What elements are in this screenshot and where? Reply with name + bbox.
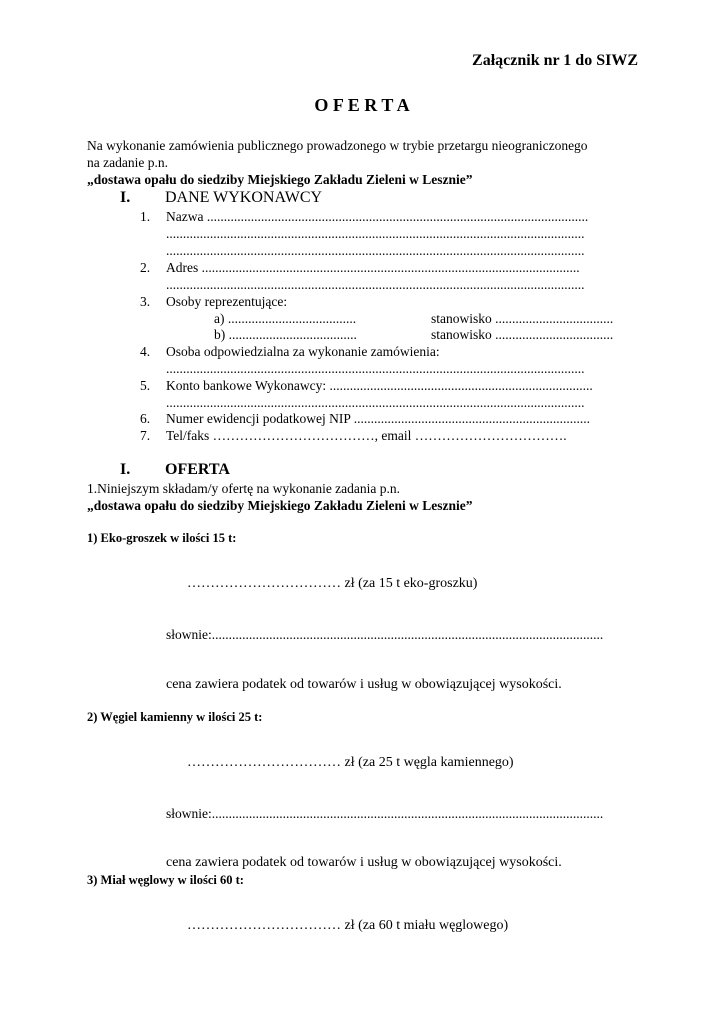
item-number: 7.	[140, 428, 151, 443]
offer-item-1-price: …………………………… zł (za 15 t eko-groszku)	[187, 576, 478, 591]
rep-a-name: a) ......................................	[214, 311, 357, 326]
list-item	[140, 243, 585, 259]
rep-b-position: stanowisko ...................................	[431, 327, 614, 342]
list-item	[140, 260, 580, 276]
intro-line-1: Na wykonanie zamówienia publicznego prowadzonego w trybie przetargu nieograniczonego	[87, 138, 588, 153]
page-title: O F E R T A	[314, 95, 410, 115]
offer-item-1-title: 1) Eko-groszek w ilości 15 t:	[87, 531, 237, 545]
list-item	[140, 428, 567, 444]
annex-label: Załącznik nr 1 do SIWZ	[472, 52, 638, 69]
list-item	[140, 277, 585, 293]
offer-item-2-words: słownie:....................................................................................................................	[166, 806, 604, 821]
offer-item-3-price: …………………………… zł (za 60 t miału węglowego)	[187, 918, 509, 933]
item-text: ............................................................................................................................	[166, 395, 585, 410]
item-number: 2.	[140, 260, 151, 275]
section-2-heading: OFERTA	[165, 461, 230, 478]
intro-line-2: na zadanie p.n.	[87, 155, 168, 170]
list-item	[140, 361, 585, 377]
item-text: ............................................................................................................................	[166, 243, 585, 258]
item-text: Nazwa .................................................................................................................	[166, 209, 589, 224]
offer-item-3-title: 3) Miał węglowy w ilości 60 t:	[87, 873, 244, 887]
item-text: ............................................................................................................................	[166, 361, 585, 376]
rep-a-position: stanowisko ...................................	[431, 311, 614, 326]
item-number: 3.	[140, 294, 151, 309]
item-text: Adres ................................................................................................................	[166, 260, 580, 275]
list-item	[140, 344, 440, 360]
offer-item-2-title: 2) Węgiel kamienny w ilości 25 t:	[87, 710, 263, 724]
list-item	[140, 226, 585, 242]
item-text: Tel/faks ………………………………, email …………………………….	[166, 428, 567, 443]
item-number: 5.	[140, 378, 151, 393]
item-number: 1.	[140, 209, 151, 224]
list-item	[140, 395, 585, 411]
item-text: ............................................................................................................................	[166, 226, 585, 241]
item-text: Osoba odpowiedzialna za wykonanie zamówienia:	[166, 344, 440, 359]
item-number: 4.	[140, 344, 151, 359]
intro-task: „dostawa opału do siedziby Miejskiego Zakładu Zieleni w Lesznie”	[87, 172, 473, 187]
item-text: Konto bankowe Wykonawcy: ..............................................................................	[166, 378, 593, 393]
rep-b-name: b) ......................................	[214, 327, 357, 342]
item-text: ............................................................................................................................	[166, 277, 585, 292]
section-1-roman: I.	[120, 189, 131, 206]
offer-intro: 1.Niniejszym składam/y ofertę na wykonanie zadania p.n.	[87, 481, 401, 496]
item-text: Numer ewidencji podatkowej NIP ......................................................................	[166, 411, 590, 426]
item-number	[140, 361, 166, 377]
offer-item-2-price: …………………………… zł (za 25 t węgla kamiennego)	[187, 755, 514, 770]
offer-task: „dostawa opału do siedziby Miejskiego Zakładu Zieleni w Lesznie”	[87, 498, 473, 513]
list-item	[140, 411, 590, 427]
list-item	[140, 378, 593, 394]
offer-item-1-tax: cena zawiera podatek od towarów i usług w obowiązującej wysokości.	[166, 677, 562, 692]
item-number	[140, 277, 166, 293]
section-1-heading: DANE WYKONAWCY	[165, 189, 323, 206]
offer-item-1-words: słownie:....................................................................................................................	[166, 627, 604, 642]
item-number	[140, 395, 166, 411]
list-item	[140, 294, 287, 310]
item-number	[140, 243, 166, 259]
item-text: Osoby reprezentujące:	[166, 294, 288, 309]
list-item	[140, 209, 588, 225]
section-2-roman: I.	[120, 461, 131, 478]
offer-item-2-tax: cena zawiera podatek od towarów i usług w obowiązującej wysokości.	[166, 855, 562, 870]
item-number: 6.	[140, 411, 151, 426]
item-number	[140, 226, 166, 242]
